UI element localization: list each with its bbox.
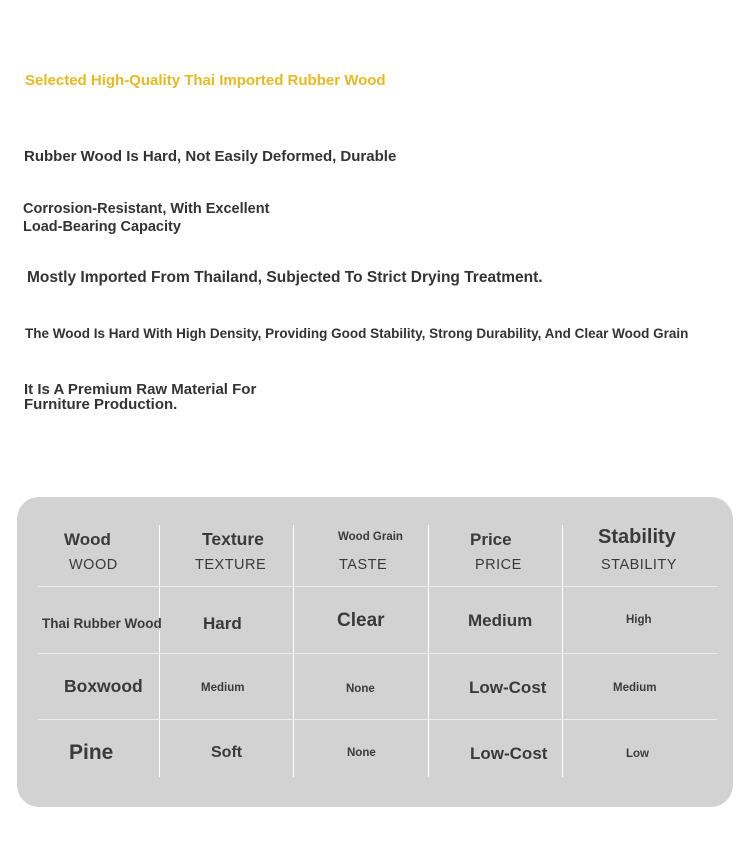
header-texture-sub: TEXTURE [195, 557, 267, 573]
header-wood-sub: WOOD [69, 557, 118, 573]
table-cell: Boxwood [64, 676, 143, 696]
feature-line: The Wood Is Hard With High Density, Providing Good Stability, Strong Durability, And Clear Wood Grain [25, 326, 689, 341]
table-cell: Soft [211, 744, 243, 761]
header-wood: Wood [64, 530, 111, 549]
table-cell: Hard [203, 614, 242, 633]
feature-line: Corrosion-Resistant, With Excellent Load-Bearing Capacity [23, 201, 270, 235]
header-price-sub: PRICE [475, 557, 522, 573]
table-cell: Medium [613, 682, 657, 694]
feature-line: Mostly Imported From Thailand, Subjected To Strict Drying Treatment. [27, 269, 543, 286]
header-texture: Texture [202, 529, 264, 549]
column-divider [159, 525, 160, 777]
header-wood-grain: Wood Grain [338, 531, 403, 543]
row-divider [38, 719, 717, 720]
table-cell: Pine [69, 741, 114, 764]
headline: Selected High-Quality Thai Imported Rubber Wood [25, 72, 386, 89]
header-stability-sub: STABILITY [601, 557, 677, 573]
table-cell: None [347, 747, 376, 759]
table-cell: Medium [201, 682, 245, 694]
table-cell: Low-Cost [469, 678, 547, 697]
column-divider [428, 525, 429, 777]
comparison-table [17, 497, 733, 807]
header-price: Price [470, 530, 512, 549]
header-stability: Stability [598, 526, 676, 548]
feature-line: It Is A Premium Raw Material For Furniture Production. [24, 381, 257, 413]
comparison-grid [38, 525, 717, 777]
table-cell: Thai Rubber Wood [42, 616, 162, 631]
table-cell: High [626, 614, 652, 626]
table-cell: Clear [337, 610, 385, 631]
table-cell: Low [626, 748, 649, 760]
row-divider [38, 653, 717, 654]
column-divider [293, 525, 294, 777]
header-wood-grain-sub: TASTE [339, 557, 388, 573]
table-cell: Medium [468, 611, 533, 630]
feature-line: Rubber Wood Is Hard, Not Easily Deformed, Durable [24, 148, 397, 165]
row-divider [38, 586, 717, 587]
column-divider [562, 525, 563, 777]
table-cell: None [346, 683, 375, 695]
table-cell: Low-Cost [470, 744, 548, 763]
